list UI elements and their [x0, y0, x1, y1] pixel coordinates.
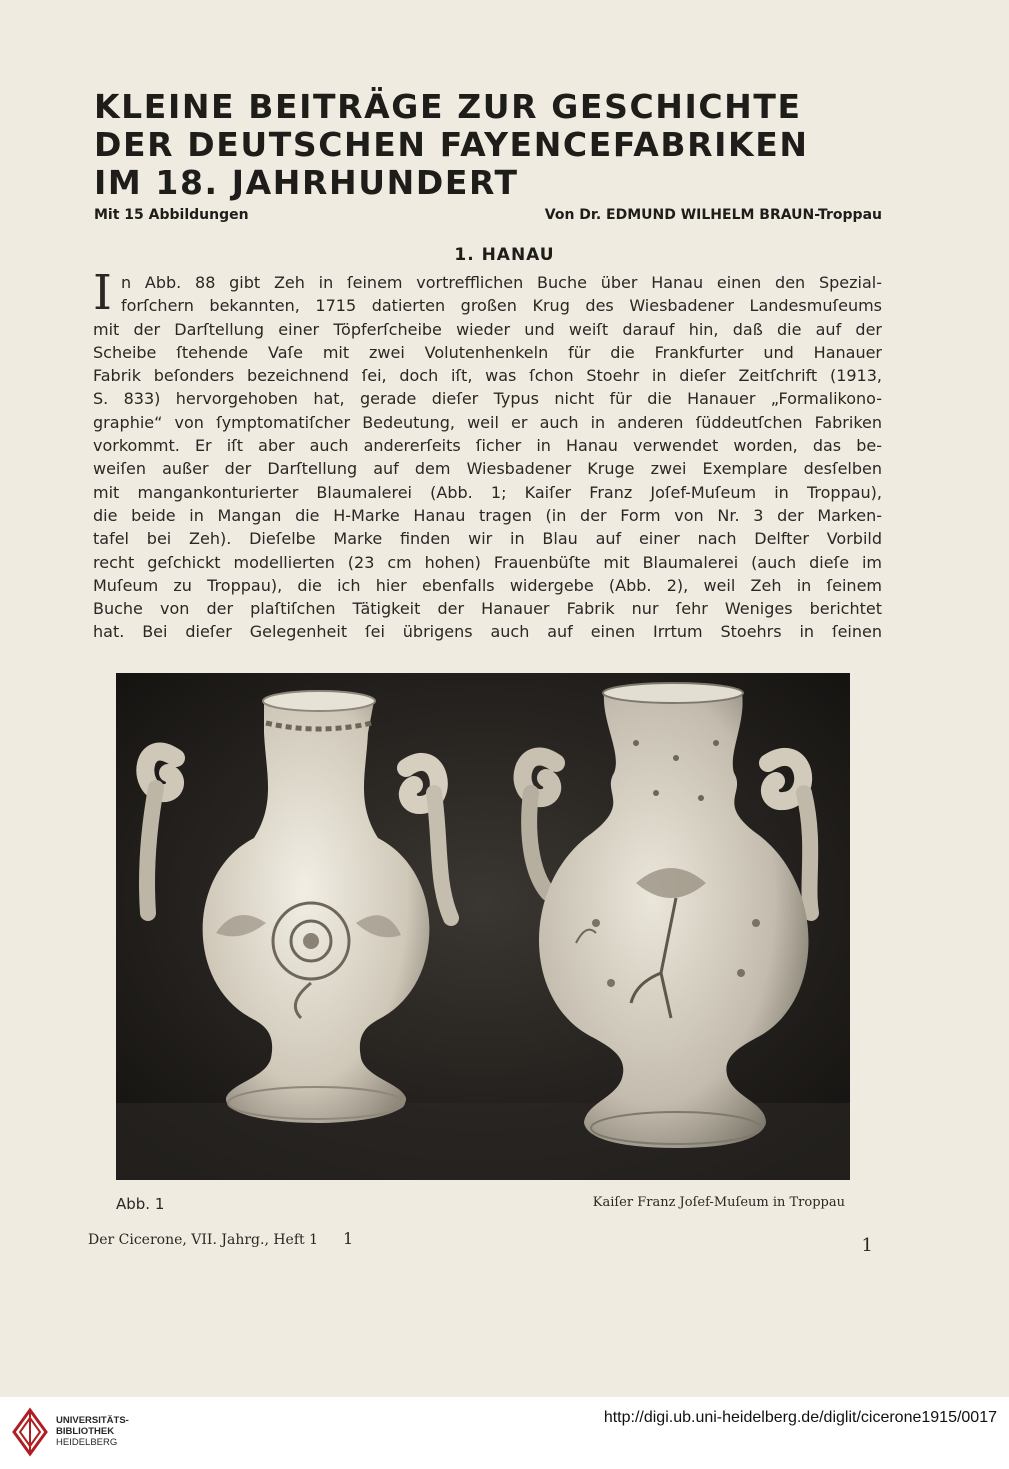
library-name-line-2: BIBLIOTHEK: [56, 1426, 115, 1437]
library-name-line-3: HEIDELBERG: [56, 1437, 118, 1448]
body-line: weiſen außer der Darſtellung auf dem Wiesbadener Kruge zwei Exemplare desſelben: [93, 459, 882, 479]
body-line: S. 833) hervorgehoben hat, gerade dieſer Typus nicht für die Hanauer „Formalikono-: [93, 389, 882, 409]
body-line: tafel bei Zeh). Dieſelbe Marke finden wir in Blau auf einer nach Delfter Vorbild: [93, 529, 882, 549]
body-line: mit mangankonturierter Blaumalerei (Abb. 1; Kaiſer Franz Joſef-Muſeum in Troppau),: [93, 482, 882, 502]
body-line: n Abb. 88 gibt Zeh in ſeinem vortrefflichen Buche über Hanau einen den Spezial-: [121, 273, 882, 292]
body-line: Muſeum zu Troppau), die ich hier ebenfalls widergebe (Abb. 2), weil Zeh in ſeinem: [93, 575, 882, 595]
vases-illustration: [116, 673, 850, 1180]
body-text: [93, 265, 882, 644]
library-name[interactable]: [56, 1415, 129, 1448]
body-line: graphie“ von ſymptomatiſcher Bedeutung, weil er auch in anderen ſüddeutſchen Fabriken: [93, 412, 882, 432]
title-line-2: DER DEUTSCHEN FAYENCEFABRIKEN: [94, 125, 809, 164]
body-line: forſchern bekannten, 1715 datierten großen Krug des Wiesbadener Landesmuſeums: [121, 296, 882, 316]
drop-cap: I: [93, 265, 112, 321]
author-line: Von Dr. EDMUND WILHELM BRAUN-Troppau: [544, 207, 882, 223]
library-logo-icon[interactable]: [10, 1406, 50, 1458]
permalink-url[interactable]: http://digi.ub.uni-heidelberg.de/diglit/cicerone1915/0017: [603, 1409, 997, 1426]
section-heading: 1. HANAU: [454, 245, 555, 265]
body-line: hat. Bei dieſer Gelegenheit ſei übrigens auch auf einen Irrtum Stoehrs in ſeinen: [93, 622, 882, 642]
body-line: vorkommt. Er iſt aber auch andererſeits ſicher in Hanau verwendet worden, das be-: [93, 436, 882, 456]
figure-credit: Kaiſer Franz Joſef-Muſeum in Troppau: [592, 1195, 845, 1210]
library-name-line-1: UNIVERSITÄTS-: [56, 1415, 129, 1426]
body-line: Fabrik beſonders bezeichnend ſei, doch iſt, was ſchon Stoehr in dieſer Zeitſchrift (1913,: [93, 366, 882, 386]
title-line-3: IM 18. JAHRHUNDERT: [94, 163, 519, 202]
article-title: [94, 88, 894, 202]
body-line: die beide in Mangan die H-Marke Hanau tragen (in der Form von Nr. 3 der Marken-: [93, 505, 882, 525]
body-line: mit der Darſtellung einer Töpferſcheibe wieder und weiſt darauf hin, daß die auf der: [93, 319, 882, 339]
journal-signature: Der Cicerone, VII. Jahrg., Heft 1: [88, 1232, 319, 1248]
body-line: Scheibe ſtehende Vaſe mit zwei Volutenhenkeln für die Frankfurter und Hanauer: [93, 342, 882, 362]
viewer-footer: [0, 1397, 1009, 1469]
page-number: 1: [861, 1235, 873, 1256]
body-line: recht geſchickt modellierten (23 cm hohen) Frauenbüſte mit Blaumalerei (auch dieſe im: [93, 552, 882, 572]
vase-photograph: [116, 673, 850, 1180]
signature-mark: 1: [343, 1229, 354, 1248]
figure-label: Abb. 1: [116, 1195, 165, 1213]
title-line-1: KLEINE BEITRÄGE ZUR GESCHICHTE: [94, 87, 802, 126]
body-line: Buche von der plaſtiſchen Tätigkeit der Hanauer Fabrik nur ſehr Weniges berichtet: [93, 599, 882, 619]
illustration-count: Mit 15 Abbildungen: [94, 207, 249, 223]
